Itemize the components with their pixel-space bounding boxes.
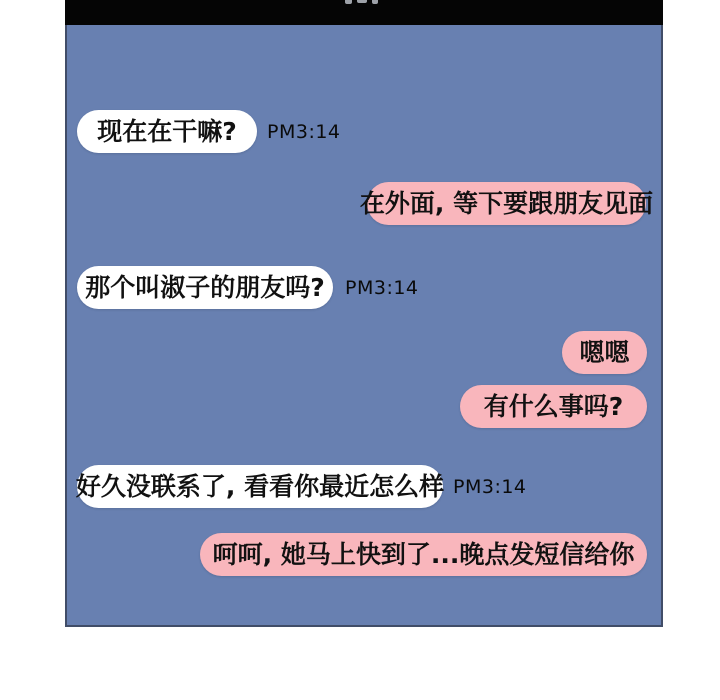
message-bubble-incoming: 现在在干嘛? [77,110,257,153]
message-bubble-incoming: 那个叫淑子的朋友吗? [77,266,333,309]
clipped-glyph-remnant [357,0,367,3]
clipped-glyph-remnant [345,0,352,4]
message-bubble-outgoing: 有什么事吗? [460,385,647,428]
message-bubble-outgoing: 在外面, 等下要跟朋友见面 [367,182,646,225]
message-bubble-outgoing: 呵呵, 她马上快到了...晚点发短信给你 [200,533,647,576]
chat-panel [65,0,663,627]
timestamp: PM3:14 [453,475,527,498]
message-bubble-incoming: 好久没联系了, 看看你最近怎么样 [77,465,443,508]
timestamp: PM3:14 [267,120,341,143]
timestamp: PM3:14 [345,276,419,299]
chat-header-bar [65,0,663,25]
message-bubble-outgoing: 嗯嗯 [562,331,647,374]
clipped-glyph-remnant [372,0,378,4]
